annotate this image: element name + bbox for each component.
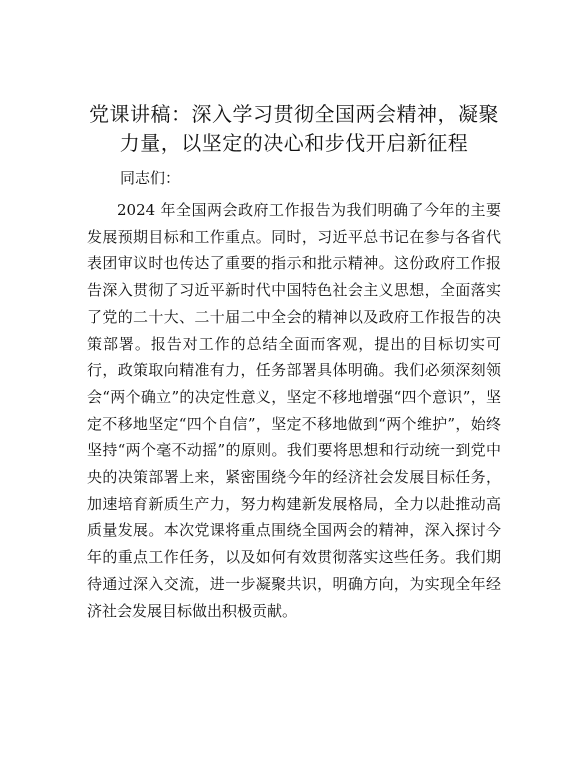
salutation: 同志们： bbox=[120, 169, 181, 187]
body-paragraph: 2024 年全国两会政府工作报告为我们明确了今年的主要发展预期目标和工作重点。同时，习近平总书记在参与各省代表团审议时也传达了重要的指示和批示精神。这份政府工作报告深入贯彻了习近平新时代中国特色社会主义思想，全面落实了党的二十大、二十届二中全会的精神以及政府工作报告的决策部署。报告对工作的总结全面而客观，提出的目标切实可行，政策取向精准有力，任务部署具体明确。我们必须深刻领会“两个确立”的决定性意义，坚定不移地增强“四个意识”，坚定不移地坚定“四个自信”，坚定不移地做到“两个维护”，始终坚持“两个毫不动摇”的原则。我们要将思想和行动统一到党中央的决策部署上来，紧密围绕今年的经济社会发展目标任务，加速培育新质生产力，努力构建新发展格局，全力以赴推动高质量发展。本次党课将重点围绕全国两会的精神，深入探讨今年的重点工作任务，以及如何有效贯彻落实这些任务。我们期待通过深入交流，进一步凝聚共识，明确方向，为实现全年经济社会发展目标做出积极贡献。 bbox=[87, 201, 501, 620]
document-title: 党课讲稿：深入学习贯彻全国两会精神，凝聚力量，以坚定的决心和步伐开启新征程 bbox=[89, 102, 499, 155]
